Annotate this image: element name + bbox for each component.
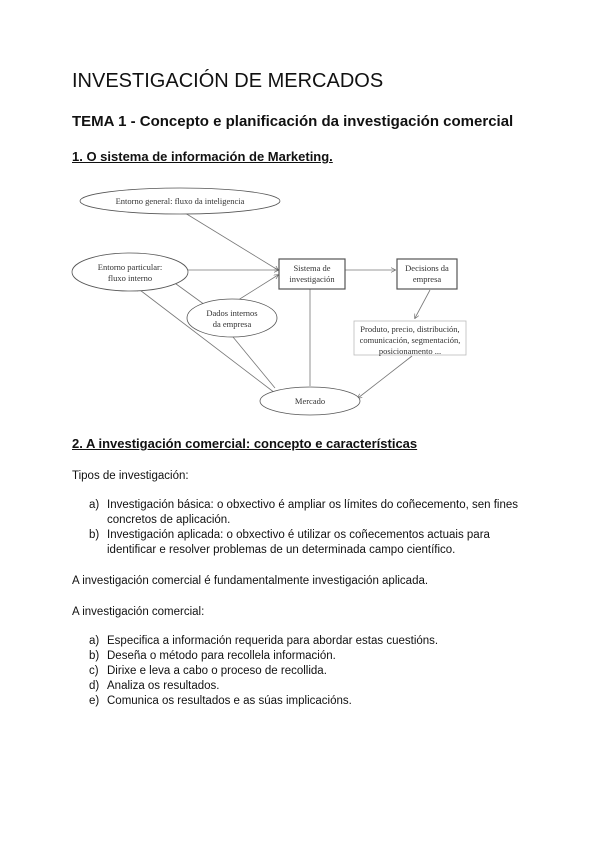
line-mercado-to-dados <box>233 337 275 388</box>
label-sistema: Sistema de <box>293 263 331 273</box>
label-produto-2: comunicación, segmentación, <box>359 335 461 345</box>
list-text: identificar e resolver problemas de un determinada campo científico. <box>107 544 456 556</box>
label-decisions: Decisions da <box>405 263 449 273</box>
node-entorno-particular <box>72 253 188 291</box>
list-marker: c) <box>89 665 99 677</box>
ic-list <box>72 634 438 709</box>
list-text: concretos de aplicación. <box>107 514 231 526</box>
arrow-dados-to-sistema <box>235 275 278 302</box>
document-title: INVESTIGACIÓN DE MERCADOS <box>72 70 384 92</box>
list-text: Analiza os resultados. <box>107 680 220 692</box>
label-sistema-2: investigación <box>289 274 335 284</box>
label-entorno-particular-2: fluxo interno <box>107 273 153 283</box>
list-text: Dirixe e leva a cabo o proceso de recollida. <box>107 665 327 677</box>
list-marker: d) <box>89 680 100 692</box>
list-item <box>72 664 438 679</box>
list-text: Deseña o método para recollela información. <box>107 650 336 662</box>
statement: A investigación comercial é fundamentalmente investigación aplicada. <box>72 575 429 587</box>
list-item <box>72 528 518 558</box>
list-text: Investigación aplicada: o obxectivo é utilizar os coñecementos actuais para <box>107 529 490 541</box>
list-item <box>72 679 438 694</box>
tipos-label: Tipos de investigación: <box>72 470 189 482</box>
label-produto-3: posicionamento ... <box>378 346 442 356</box>
label-dados: Dados internos <box>206 308 258 318</box>
tipos-list <box>72 498 518 558</box>
label-produto: Produto, precio, distribución, <box>360 324 460 334</box>
list-text: Comunica os resultados e as súas implicacións. <box>107 695 352 707</box>
label-mercado: Mercado <box>294 396 326 406</box>
arrow-decisions-to-produto <box>415 290 430 318</box>
list-marker: b) <box>89 650 100 662</box>
list-item <box>72 498 518 528</box>
arrow-produto-to-mercado <box>358 356 412 398</box>
topic-heading: TEMA 1 - Concepto e planificación da investigación comercial <box>72 113 514 130</box>
list-item <box>72 694 438 709</box>
label-entorno-general: Entorno general: fluxo da inteligencia <box>115 196 245 206</box>
section-2-heading: 2. A investigación comercial: concepto e características <box>72 436 418 451</box>
node-dados <box>187 299 277 337</box>
label-entorno-particular: Entorno particular: <box>97 262 163 272</box>
list-text: Especifica a información requerida para abordar estas cuestións. <box>107 635 439 647</box>
list-marker: b) <box>89 529 100 541</box>
label-decisions-2: empresa <box>412 274 442 284</box>
list-item <box>72 649 438 664</box>
list-text: Investigación básica: o obxectivo é ampliar os límites do coñecemento, sen fines <box>107 499 519 511</box>
label-dados-2: da empresa <box>212 319 252 329</box>
arrow-dados-to-particular <box>172 281 205 305</box>
list-marker: a) <box>89 499 100 511</box>
section-1-heading: 1. O sistema de información de Marketing. <box>72 149 333 164</box>
list-marker: a) <box>89 635 100 647</box>
ic-label: A investigación comercial: <box>72 606 205 618</box>
list-item <box>72 634 438 649</box>
arrow-general-to-sistema <box>185 213 278 270</box>
list-marker: e) <box>89 695 100 707</box>
